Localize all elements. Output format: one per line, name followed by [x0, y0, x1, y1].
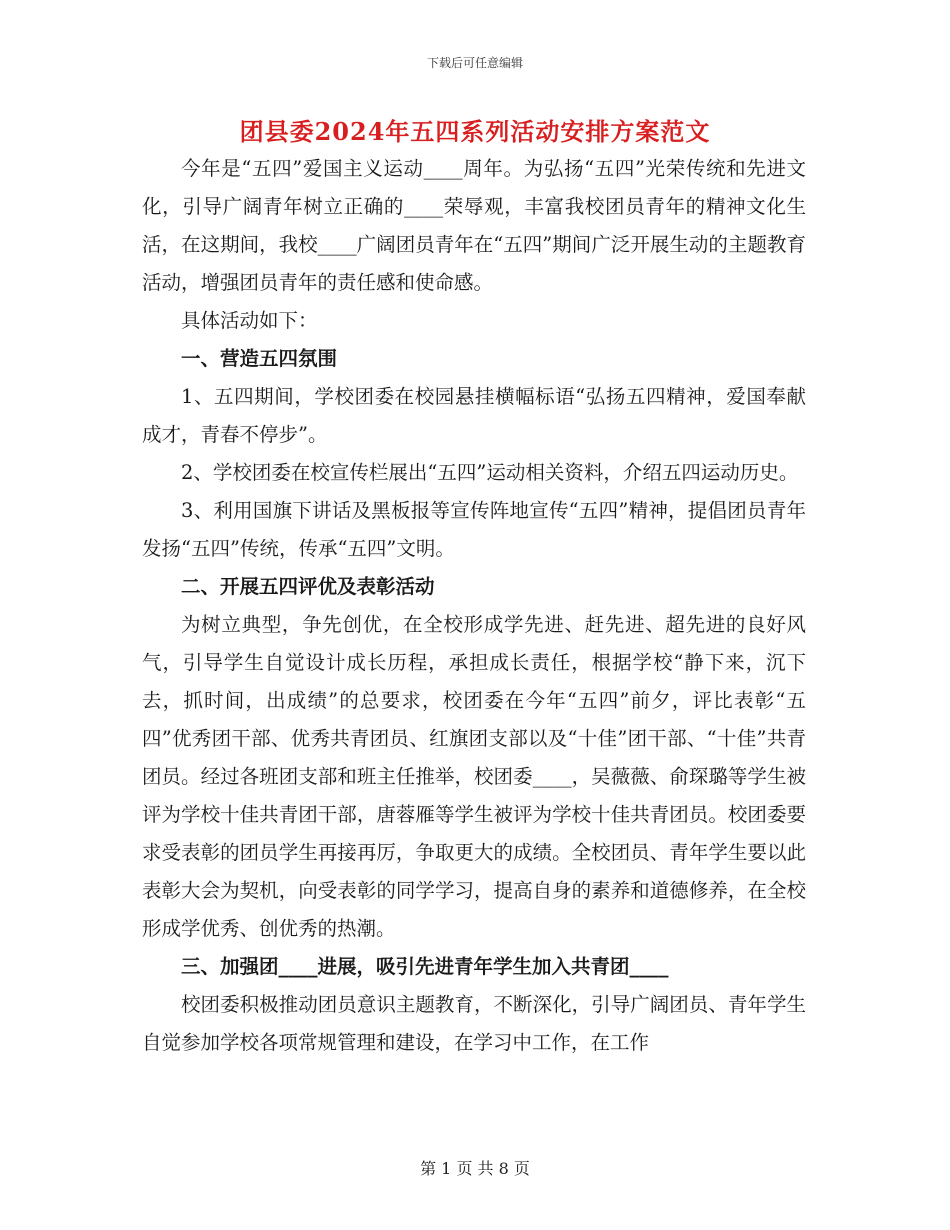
activities-intro: 具体活动如下： — [181, 309, 318, 332]
section1-item-2: 2、学校团委在校宣传栏展出“五四”运动相关资料，介绍五四运动历史。 — [181, 461, 799, 484]
section3-paragraph: 校团委积极推动团员意识主题教育，不断深化，引导广阔团员、青年学生自觉参加学校各项常规管理和建设，在学习中工作，在工作 — [142, 993, 806, 1054]
section2-paragraph: 为树立典型，争先创优，在全校形成学先进、赶先进、超先进的良好风气，引导学生自觉设计成长历程，承担成长责任，根据学校“静下来，沉下去，抓时间，出成绩”的总要求，校团委在今年“五四”前夕，评比表彰“五四”优秀团干部、优秀共青团员、红旗团支部以及“十佳”团干部、“十佳”共青团员。经过各班团支部和班主任推举，校团委____，吴薇薇、俞琛璐等学生被评为学校十佳共青团干部，唐蓉雁等学生被评为学校十佳共青团员。校团委要求受表彰的团员学生再接再厉，争取更大的成绩。全校团员、青年学生要以此表彰大会为契机，向受表彰的同学学习，提高自身的素养和道德修养，在全校形成学优秀、创优秀的热潮。 — [142, 613, 806, 940]
section-heading-1: 一、营造五四氛围 — [181, 347, 338, 370]
intro-paragraph: 今年是“五四”爱国主义运动____周年。为弘扬“五四”光荣传统和先进文化，引导广阔青年树立正确的____荣辱观，丰富我校团员青年的精神文化生活，在这期间，我校____广阔团员青年在“五四”期间广泛开展生动的主题教育活动，增强团员青年的责任感和使命感。 — [142, 157, 806, 294]
page-footer: 第 1 页 共 8 页 — [420, 1159, 530, 1178]
section-heading-3: 三、加强团____进展，吸引先进青年学生加入共青团____ — [181, 955, 669, 978]
section-heading-2: 二、开展五四评优及表彰活动 — [181, 575, 435, 598]
header-note: 下载后可任意编辑 — [426, 56, 523, 70]
section1-item-3: 3、利用国旗下讲话及黑板报等宣传阵地宣传“五四”精神，提倡团员青年发扬“五四”传统，传承“五四”文明。 — [142, 499, 806, 560]
section1-item-1: 1、五四期间，学校团委在校园悬挂横幅标语“弘扬五四精神，爱国奉献成才，青春不停步”。 — [142, 385, 806, 446]
document-title: 团县委2024年五四系列活动安排方案范文 — [239, 117, 711, 146]
document-body — [142, 150, 806, 1062]
